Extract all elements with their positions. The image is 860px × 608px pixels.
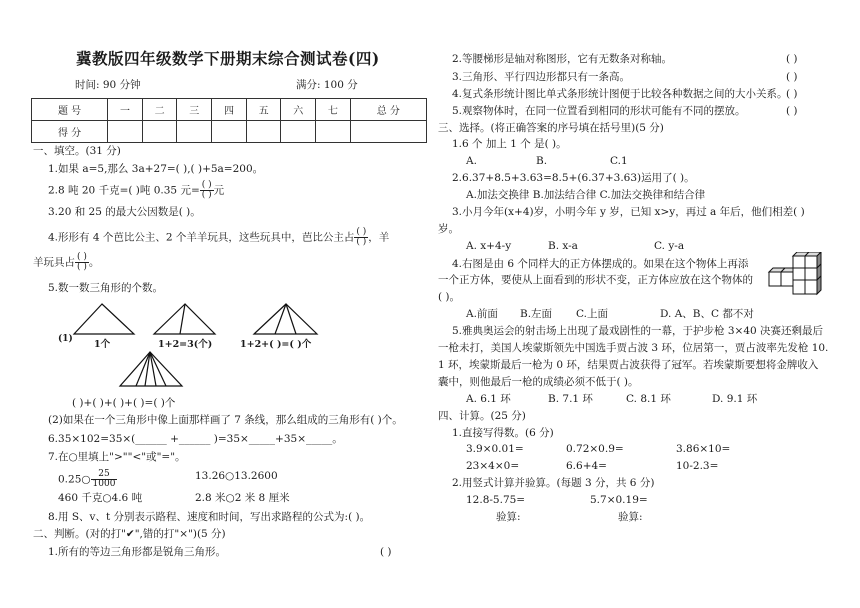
check-label-1: 验算: (496, 511, 521, 523)
score-table-header-cell: 总 分 (350, 99, 426, 121)
triangle-sum-line: ( )+( )+( )+( )=( )个 (72, 397, 176, 409)
compare-item-3: 460 千克○4.6 吨 (58, 492, 143, 504)
judge-1-answer[interactable]: ( ) (380, 546, 392, 558)
question-2 (48, 181, 224, 200)
question-7: 7.在○里填上">""<"或"="。 (48, 451, 186, 463)
section-3-heading: 三、选择。(将正确答案的序号填在括号里)(5 分) (438, 122, 664, 134)
calc-item: 3.9×0.01= (466, 443, 524, 455)
score-cell[interactable] (316, 121, 351, 143)
choice-2: 2.6.37+8.5+3.63=8.5+(6.37+3.63)运用了( )。 (452, 172, 695, 184)
choice-5-line-4: 囊中，则他最后一枪的成绩必须不低于( )。 (438, 376, 639, 388)
score-table-row (32, 121, 427, 143)
score-table-header-row (32, 99, 427, 121)
choice-4-cont: 一个正方体，要使从上面看到的形状不变，正方体应放在这个物体的 (438, 274, 753, 286)
triangle-3 (254, 304, 317, 334)
choice-5-option-d[interactable]: D. 9.1 环 (712, 393, 758, 405)
question-4 (48, 228, 389, 247)
score-table-header-cell: 二 (142, 99, 177, 121)
choice-1-option-c[interactable]: C.1 (610, 155, 628, 167)
vertical-calc-item-1: 12.8-5.75= (466, 494, 526, 506)
choice-4-blank: ( )。 (438, 291, 461, 303)
choice-5-line-3: 1 环，埃蒙斯最后一枪为 0 环，结果贾占波获得了冠军。若埃蒙斯要想将金牌收入 (438, 359, 819, 371)
fraction (91, 470, 118, 489)
judge-3: 3.三角形、平行四边形都只有一条高。 (452, 71, 631, 83)
full-score: 满分: 100 分 (296, 79, 358, 91)
score-cell[interactable] (108, 121, 143, 143)
score-table-header-cell: 题 号 (32, 99, 108, 121)
compare-item-2: 13.26○13.2600 (195, 470, 278, 482)
choice-1-option-a[interactable]: A. (466, 155, 477, 167)
choice-4-option-a[interactable]: A.前面 (466, 308, 498, 320)
choice-3-cont: 岁。 (438, 223, 459, 235)
score-table-header-cell: 六 (281, 99, 316, 121)
section-4-heading: 四、计算。(25 分) (438, 410, 526, 422)
triangle-caption-1: 1个 (94, 339, 111, 350)
question-4-text: 4.形形有 4 个芭比公主、2 个羊羊玩具，这些玩具中，芭比公主占 (48, 231, 355, 244)
score-table-header-cell: 一 (108, 99, 143, 121)
choice-4: 4.右图是由 6 个同样大的正方体摆成的。如果在这个物体上再添 (452, 258, 749, 270)
judge-2: 2.等腰梯形是轴对称图形，它有无数条对称轴。 (452, 53, 673, 65)
fraction-denominator: 1000 (92, 479, 116, 489)
time-limit: 时间: 90 分钟 (75, 79, 141, 91)
cube-figure (767, 252, 833, 300)
score-table (31, 98, 427, 143)
section-2-heading: 二、判断。(对的打"✔",错的打"×")(5 分) (33, 528, 226, 540)
calc-item: 10-2.3= (676, 460, 719, 472)
triangle-part-label: (1) (58, 334, 73, 344)
choice-5-option-b[interactable]: B. 7.1 环 (548, 393, 593, 405)
score-cell[interactable] (142, 121, 177, 143)
calc-part-1: 1.直接写得数。(6 分) (452, 427, 554, 439)
question-4-text-2: 羊玩具占 (33, 256, 75, 269)
judge-2-answer[interactable]: ( ) (786, 53, 798, 65)
check-label-2: 验算: (618, 511, 643, 523)
question-6: 6.35×102=35×(______ +______ )=35×_____+35×_____。 (48, 433, 343, 445)
cube-stack (769, 252, 821, 294)
choice-5-option-c[interactable]: C. 8.1 环 (626, 393, 671, 405)
choice-3: 3.小月今年(x+4)岁，小明今年 y 岁，已知 x>y，再过 a 年后，他们相差( ) (452, 206, 805, 218)
triangle-4 (120, 352, 182, 386)
choice-4-option-c[interactable]: C.上面 (576, 308, 608, 320)
score-cell[interactable] (212, 121, 247, 143)
judge-3-answer[interactable]: ( ) (786, 71, 798, 83)
question-4-cont (33, 253, 99, 272)
choice-4-option-d[interactable]: D. A、B、C 都不对 (660, 308, 754, 320)
triangle-2 (154, 304, 215, 334)
triangle-1 (74, 304, 134, 334)
compare-item-1 (58, 470, 117, 489)
score-table-header-cell: 四 (212, 99, 247, 121)
section-1-heading: 一、填空。(31 分) (33, 145, 121, 157)
triangle-caption-3: 1+2+( )=( )个 (240, 339, 312, 350)
blank-fraction[interactable]: $\frac{( )}{( )}$ (201, 180, 212, 200)
choice-5-line-2: 一枪未打，美国人埃蒙斯领先中国选手贾占波 3 环，位居第一，贾占波率先发枪 10. (438, 342, 829, 354)
score-row-label: 得 分 (32, 121, 108, 143)
choice-1: 1.6 个 加上 1 个 是( )。 (452, 138, 567, 150)
compare-item-4: 2.8 米○2 米 8 厘米 (195, 492, 290, 504)
question-8: 8.用 S、v、t 分别表示路程、速度和时间，写出求路程的公式为:( )。 (48, 511, 371, 523)
judge-4-answer[interactable]: ( ) (786, 88, 798, 100)
question-4-text-tail: ，羊 (368, 231, 390, 244)
choice-1-option-b[interactable]: B. (536, 155, 548, 167)
triangle-caption-2: 1+2=3(个) (158, 339, 213, 350)
choice-3-option-b[interactable]: B. x-a (548, 240, 578, 252)
question-5: 5.数一数三角形的个数。 (48, 282, 164, 294)
calc-item: 3.86×10= (676, 443, 731, 455)
calc-item: 6.6+4= (566, 460, 607, 472)
judge-1: 1.所有的等边三角形都是锐角三角形。 (48, 546, 227, 558)
choice-5-option-a[interactable]: A. 6.1 环 (466, 393, 511, 405)
vertical-calc-item-2: 5.7×0.19= (590, 494, 648, 506)
score-cell[interactable] (246, 121, 281, 143)
question-5-2: (2)如果在一个三角形中像上面那样画了 7 条线，那么组成的三角形有( )个。 (48, 414, 403, 426)
calc-item: 23×4×0= (466, 460, 520, 472)
blank-fraction[interactable]: $\frac{( )}{( )}$ (356, 227, 367, 247)
calc-item: 0.72×0.9= (566, 443, 624, 455)
question-2-unit: 元 (213, 184, 225, 197)
calc-part-2: 2.用竖式计算并验算。(每题 3 分，共 6 分) (452, 477, 655, 489)
page-title: 冀教版四年级数学下册期末综合测试卷(四) (76, 49, 380, 68)
score-table-header-cell: 七 (316, 99, 351, 121)
blank-fraction[interactable]: $\frac{( )}{( )}$ (77, 252, 87, 272)
score-cell[interactable] (281, 121, 316, 143)
score-table-header-cell: 五 (246, 99, 281, 121)
judge-5-answer[interactable]: ( ) (786, 105, 798, 117)
fraction-numerator: 25 (91, 470, 118, 480)
judge-5: 5.观察物体时，在同一位置看到相同的形状可能有不同的摆放。 (452, 105, 746, 117)
question-4-end: 。 (88, 256, 100, 269)
question-2-text: 2.8 吨 20 千克=( )吨 0.35 元= (48, 184, 200, 197)
score-cell[interactable] (350, 121, 426, 143)
score-table-header-cell: 三 (177, 99, 212, 121)
choice-4-option-b[interactable]: B.左面 (520, 308, 553, 320)
question-3: 3.20 和 25 的最大公因数是( )。 (48, 206, 201, 218)
question-1: 1.如果 a=5,那么 3a+27=( ),( )+5a=200。 (48, 163, 264, 175)
compare-item-1-text: 0.25○ (58, 473, 91, 486)
score-cell[interactable] (177, 121, 212, 143)
choice-5: 5.雅典奥运会的射击场上出现了最戏剧性的一幕，于护步枪 3×40 决赛还剩最后 (452, 325, 824, 337)
choice-3-option-c[interactable]: C. y-a (654, 240, 685, 252)
choice-3-option-a[interactable]: A. x+4-y (466, 240, 512, 252)
judge-4: 4.复式条形统计图比单式条形统计图便于比较各种数据之间的大小关系。 (452, 88, 788, 100)
choice-2-options[interactable]: A.加法交换律 B.加法结合律 C.加法交换律和结合律 (466, 189, 706, 201)
